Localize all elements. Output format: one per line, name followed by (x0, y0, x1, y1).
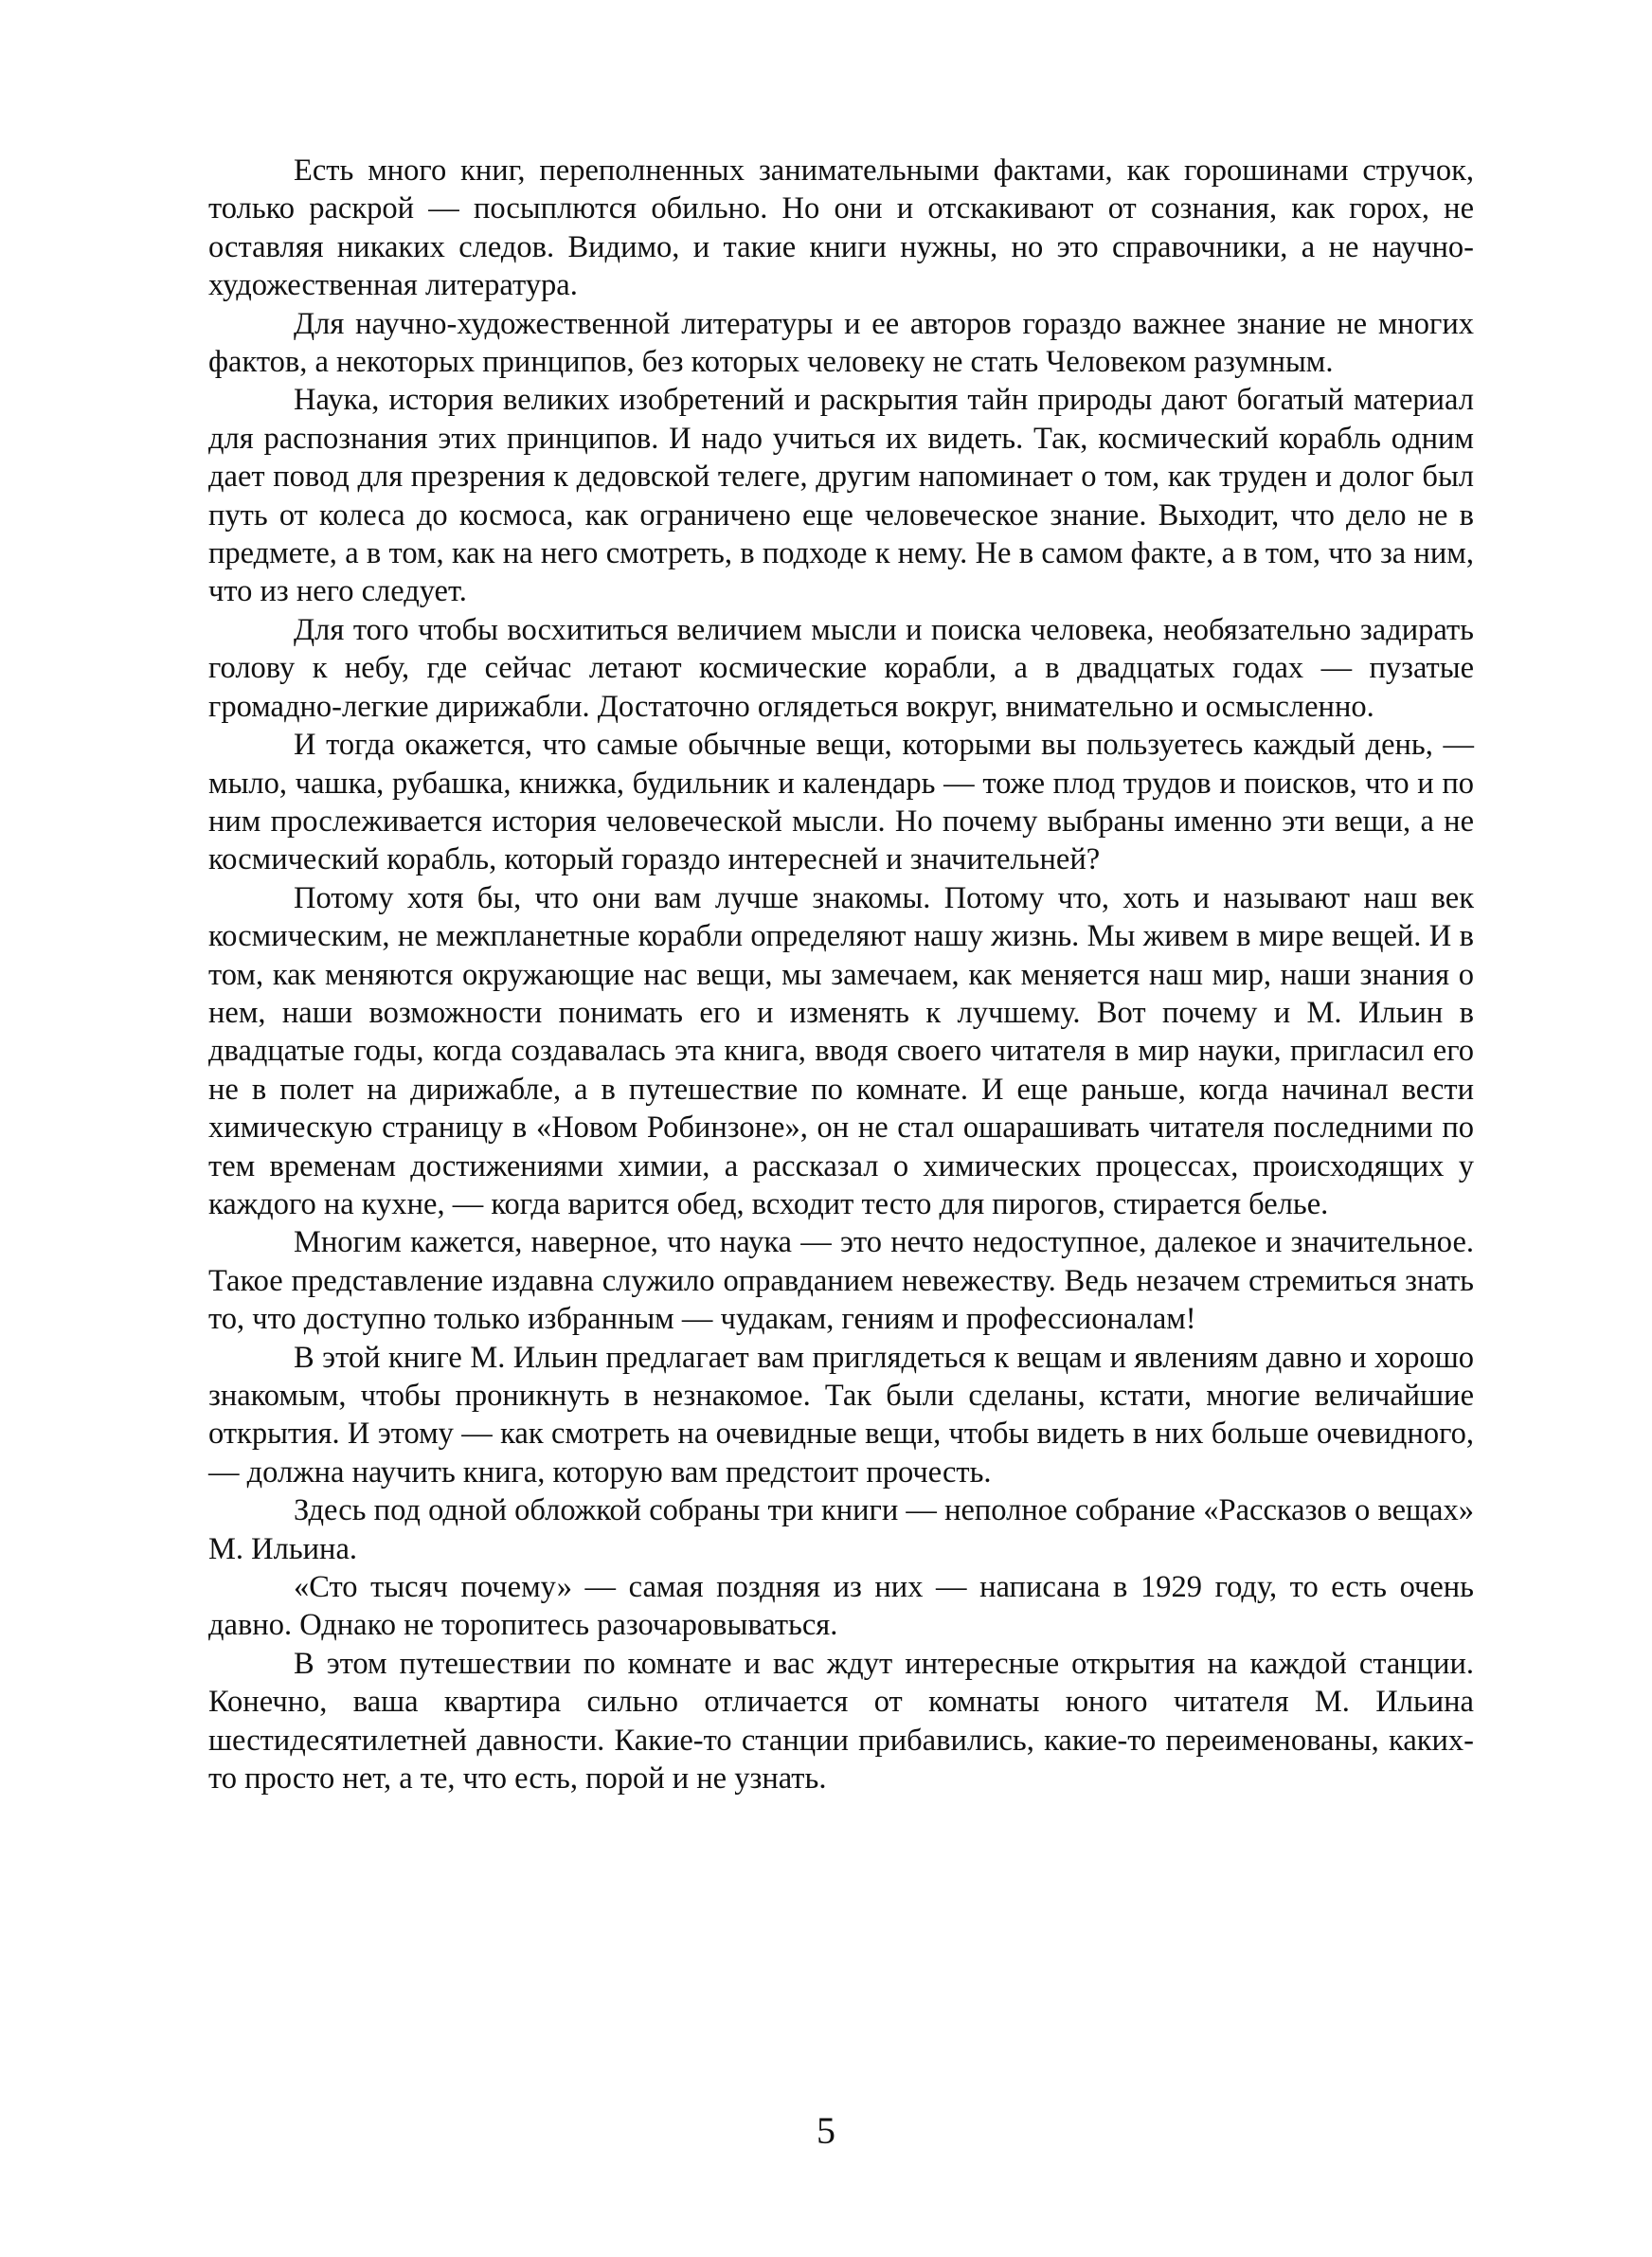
paragraph: В этой книге М. Ильин предлагает вам приглядеться к вещам и явлениям давно и хорошо знакомым, чтобы проникнуть в незнакомое. Так были сделаны, кстати, многие величайшие открытия. И этому — как смотреть на очевидные вещи, чтобы видеть в них больше очевидного, — должна научить книга, которую вам предстоит прочесть. (208, 1340, 1474, 1490)
paragraph: Наука, история великих изобретений и раскрытия тайн природы дают богатый материал для распознания этих принципов. И надо учиться их видеть. Так, космический корабль одним дает повод для презрения к дедовской телеге, другим напоминает о том, как труден и долог был путь от колеса до космоса, как ограничено еще человеческое знание. Выходит, что дело не в предмете, а в том, как на него смотреть, в подходе к нему. Не в самом факте, а в том, что за ним, что из него следует. (208, 383, 1474, 609)
paragraph: Для научно-художественной литературы и ее авторов гораздо важнее знание не многих фактов, а некоторых принципов, без которых человеку не стать Человеком разумным. (208, 306, 1474, 380)
paragraph: Потому хотя бы, что они вам лучше знакомы. Потому что, хоть и называют наш век космическим, не межпланетные корабли определяют нашу жизнь. Мы живем в мире вещей. И в том, как меняются окружающие нас вещи, мы замечаем, как меняется наш мир, наши знания о нем, наши возможности понимать его и изменять к лучшему. Вот почему и М. Ильин в двадцатые годы, когда создавалась эта книга, вводя своего читателя в мир науки, пригласил его не в полет на дирижабле, а в путешествие по комнате. И еще раньше, когда начинал вести химическую страницу в «Новом Робинзоне», он не стал ошарашивать читателя последними по тем временам достижениями химии, а рассказал о химических процессах, происходящих у каждого на кухне, — когда варится обед, всходит тесто для пирогов, стирается белье. (208, 880, 1474, 1221)
paragraph: В этом путешествии по комнате и вас ждут интересные открытия на каждой станции. Конечно, ваша квартира сильно отличается от комнаты юного читателя М. Ильина шестидесятилетней давности. Какие-то станции прибавились, какие-то переименованы, каких-то просто нет, а те, что есть, порой и не узнать. (208, 1646, 1474, 1797)
paragraph: Здесь под одной обложкой собраны три книги — неполное собрание «Рассказов о вещах» М. Ильина. (208, 1493, 1474, 1566)
paragraph: И тогда окажется, что самые обычные вещи, которыми вы пользуетесь каждый день, — мыло, чашка, рубашка, книжка, будильник и календарь — тоже плод трудов и поисков, что и по ним прослеживается история человеческой мысли. Но почему выбраны именно эти вещи, а не космический корабль, который гораздо интересней и значительней? (208, 728, 1474, 877)
body-text (208, 152, 1474, 1797)
paragraph: Многим кажется, наверное, что наука — это нечто недоступное, далекое и значительное. Такое представление издавна служило оправданием невежеству. Ведь незачем стремиться знать то, что доступно только избранным — чудакам, гениям и профессионалам! (208, 1225, 1474, 1337)
paragraph: Для того чтобы восхититься величием мысли и поиска человека, необязательно задирать голову к небу, где сейчас летают космические корабли, а в двадцатых годах — пузатые громадно-легкие дирижабли. Достаточно оглядеться вокруг, внимательно и осмысленно. (208, 612, 1474, 724)
paragraph: «Сто тысяч почему» — самая поздняя из них — написана в 1929 году, то есть очень давно. Однако не торопитесь разочаровываться. (208, 1570, 1474, 1643)
page-number: 5 (817, 2109, 835, 2152)
paragraph: Есть много книг, переполненных занимательными фактами, как горошинами стручок, только раскрой — посыплются обильно. Но они и отскакивают от сознания, как горох, не оставляя никаких следов. Видимо, и такие книги нужны, но это справочники, а не научно-художественная литература. (208, 153, 1474, 303)
